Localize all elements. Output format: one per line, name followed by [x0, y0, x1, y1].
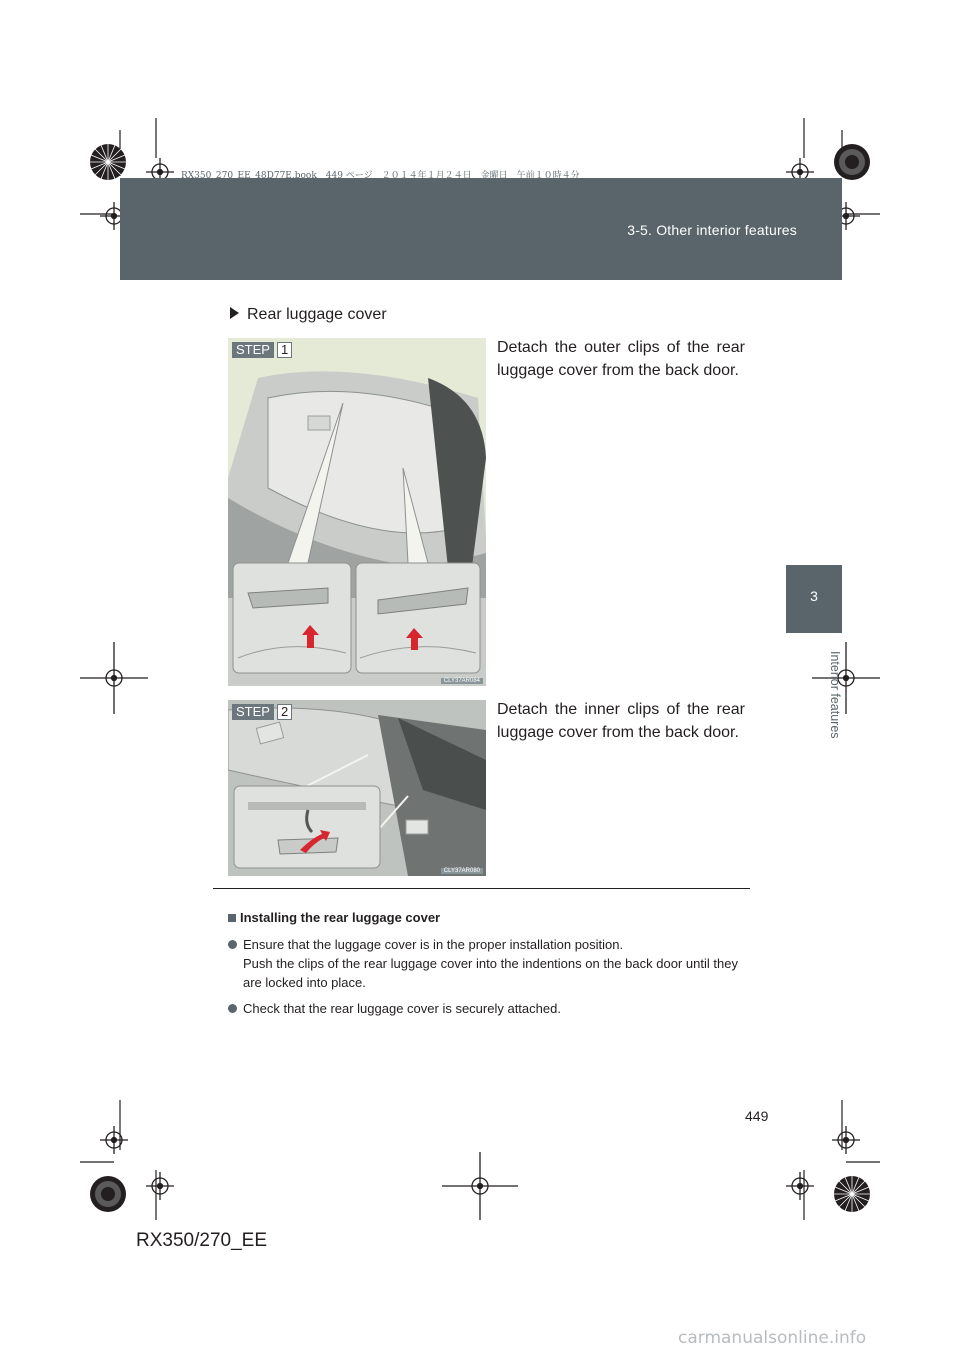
step-word: STEP: [232, 342, 274, 358]
note-divider: [213, 888, 750, 889]
subheading-text: Rear luggage cover: [247, 306, 387, 323]
note-item-text: Ensure that the luggage cover is in the proper installation position. Push the clips of the rear luggage cover into the indentions on the back door until they are locked into place.: [243, 937, 738, 990]
step-word: STEP: [232, 704, 274, 720]
book-info-line: RX350_270_EE_48D77E.book 449 ページ ２０１４年１月２４日 金曜日 午前１０時４分: [181, 171, 580, 181]
step-1-figure: [228, 338, 486, 686]
note-item: [228, 935, 738, 992]
step-2-badge: [232, 704, 292, 720]
chapter-label: [786, 640, 842, 750]
section-title: 3-5. Other interior features: [627, 222, 797, 238]
crosshair-icons: [80, 158, 880, 1220]
step-number: 2: [277, 704, 292, 720]
triangle-bullet-icon: [230, 307, 239, 319]
page-number: 449: [745, 1108, 769, 1124]
model-code: RX350/270_EE: [136, 1230, 267, 1251]
round-bullet-icon: [228, 940, 237, 949]
step-2-text: Detach the inner clips of the rear luggage cover from the back door.: [497, 701, 745, 741]
watermark: carmanualsonline.info: [678, 1328, 867, 1348]
step-1-badge: [232, 342, 292, 358]
subheading: [230, 306, 387, 324]
square-bullet-icon: [228, 914, 236, 922]
round-bullet-icon: [228, 1004, 237, 1013]
note-item: [228, 999, 738, 1018]
note-heading-text: Installing the rear luggage cover: [240, 910, 441, 925]
step-1-text: Detach the outer clips of the rear luggage cover from the back door.: [497, 339, 745, 379]
step-2-figure: [228, 700, 486, 876]
luggage-cover-outer-clips-illustration: [228, 338, 486, 686]
chapter-number: 3: [810, 588, 818, 604]
note-item-text: Check that the rear luggage cover is securely attached.: [243, 1001, 561, 1016]
chapter-label-text: Interior features: [828, 651, 842, 739]
luggage-cover-inner-clips-illustration: [228, 700, 486, 876]
figure-code: CLY37AR080: [441, 868, 483, 874]
figure-code: CLY37AR084: [441, 678, 483, 684]
step-number: 1: [277, 342, 292, 358]
note-heading: [228, 910, 440, 925]
